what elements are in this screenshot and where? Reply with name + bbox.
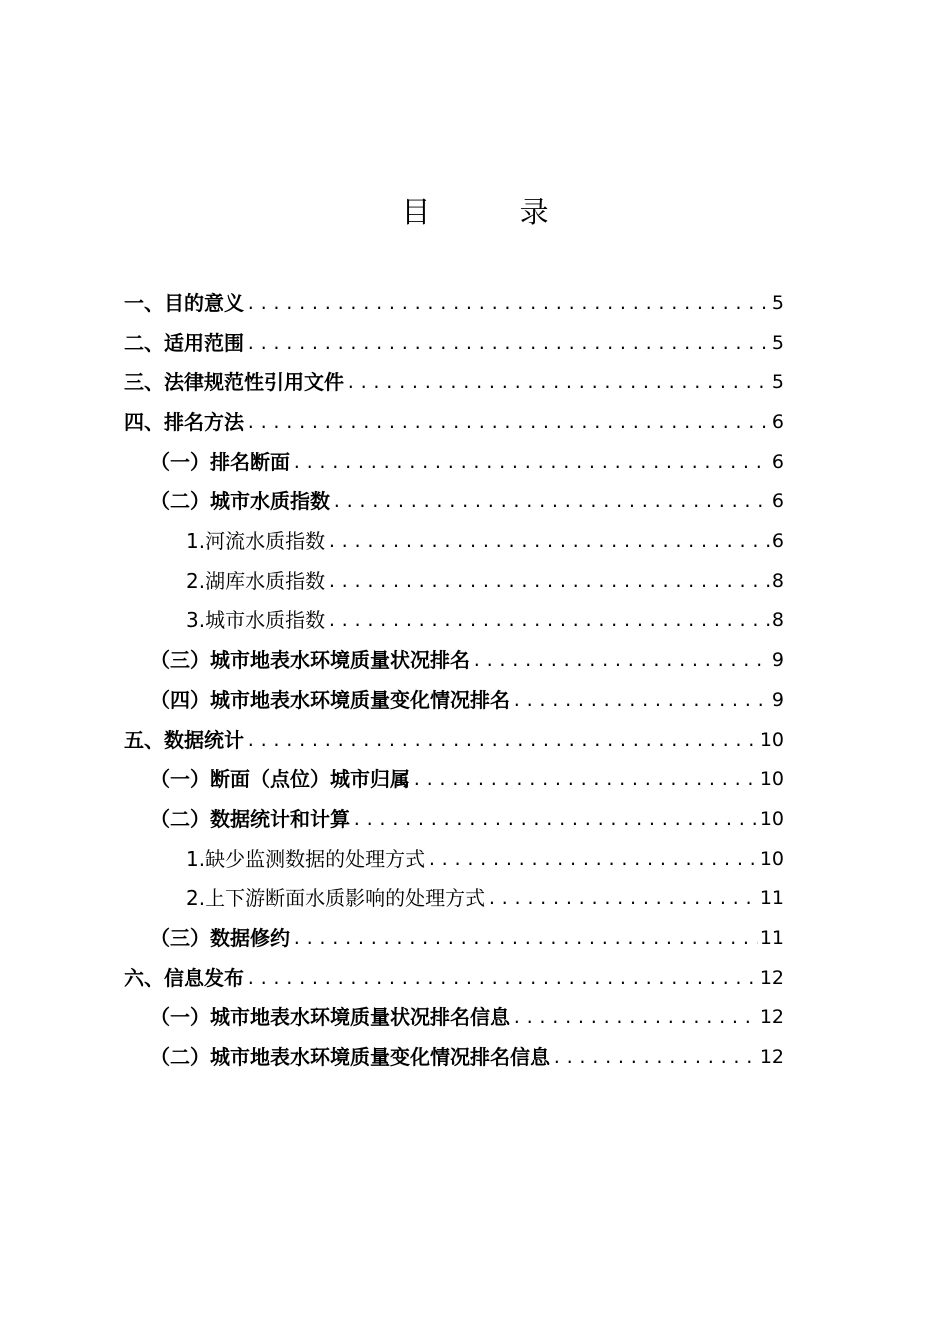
toc-entry[interactable] [124, 760, 784, 800]
toc-leader-dots [327, 601, 770, 641]
toc-leader-dots [472, 641, 770, 681]
toc-entry-page: 11 [759, 926, 784, 949]
toc-entry-page: 5 [771, 371, 784, 394]
toc-entry[interactable] [124, 522, 784, 562]
toc-entry-label: 1.缺少监测数据的处理方式 [186, 846, 426, 871]
toc-entry-label: 六、信息发布 [124, 965, 244, 990]
toc-entry[interactable] [124, 919, 784, 959]
toc-entry-page: 8 [771, 609, 784, 632]
toc-entry[interactable] [124, 602, 784, 642]
toc-entry[interactable] [124, 403, 784, 443]
toc-entry-page: 11 [759, 887, 784, 910]
toc-entry-page: 12 [759, 1006, 784, 1029]
toc-entry-page: 5 [771, 291, 784, 314]
toc-entry[interactable] [124, 879, 784, 919]
toc-entry[interactable] [124, 324, 784, 364]
toc-entry[interactable] [124, 800, 784, 840]
toc-entry-label: （三）数据修约 [150, 925, 290, 950]
toc-entry[interactable] [124, 959, 784, 999]
toc-entry-page: 10 [759, 728, 784, 751]
toc-entry[interactable] [124, 681, 784, 721]
toc-entry-page: 9 [771, 688, 784, 711]
toc-entry-label: （二）城市地表水环境质量变化情况排名信息 [150, 1045, 550, 1070]
toc-entry-label: 三、法律规范性引用文件 [124, 370, 344, 395]
toc-leader-dots [246, 284, 770, 324]
toc-entry-page: 8 [771, 569, 784, 592]
toc-entry-label: 二、适用范围 [124, 330, 244, 355]
toc-entry[interactable] [124, 482, 784, 522]
toc-entry[interactable] [124, 562, 784, 602]
toc-leader-dots [512, 681, 770, 721]
toc-entry-page: 9 [771, 649, 784, 672]
toc-list [124, 284, 784, 1078]
toc-entry[interactable] [124, 284, 784, 324]
toc-entry-page: 6 [771, 411, 784, 434]
toc-title: 目 录 [401, 195, 589, 229]
toc-entry-page: 12 [759, 966, 784, 989]
toc-entry-page: 10 [759, 768, 784, 791]
toc-entry-label: 1.河流水质指数 [186, 529, 326, 554]
toc-entry[interactable] [124, 1038, 784, 1078]
toc-entry-page: 10 [759, 807, 784, 830]
toc-leader-dots [246, 959, 758, 999]
toc-entry-page: 6 [771, 450, 784, 473]
toc-leader-dots [512, 998, 758, 1038]
toc-entry-label: 2.湖库水质指数 [186, 568, 326, 593]
toc-entry-label: （一）断面（点位）城市归属 [150, 767, 410, 792]
toc-leader-dots [427, 840, 758, 880]
toc-entry-label: 四、排名方法 [124, 410, 244, 435]
toc-entry-page: 10 [759, 847, 784, 870]
toc-entry-page: 12 [759, 1046, 784, 1069]
toc-entry[interactable] [124, 721, 784, 761]
toc-entry-label: （二）城市水质指数 [150, 489, 330, 514]
toc-leader-dots [412, 760, 758, 800]
toc-entry-page: 5 [771, 331, 784, 354]
toc-entry-label: （一）城市地表水环境质量状况排名信息 [150, 1005, 510, 1030]
toc-entry-page: 6 [771, 530, 784, 553]
toc-leader-dots [327, 522, 770, 562]
toc-entry[interactable] [124, 363, 784, 403]
toc-entry-label: （四）城市地表水环境质量变化情况排名 [150, 687, 510, 712]
toc-leader-dots [552, 1038, 758, 1078]
toc-entry-label: 3.城市水质指数 [186, 608, 326, 633]
toc-entry[interactable] [124, 998, 784, 1038]
toc-entry-label: （一）排名断面 [150, 449, 290, 474]
toc-leader-dots [327, 562, 770, 602]
toc-entry-label: （三）城市地表水环境质量状况排名 [150, 648, 470, 673]
toc-leader-dots [246, 403, 770, 443]
toc-leader-dots [246, 324, 770, 364]
toc-entry[interactable] [124, 840, 784, 880]
toc-entry-page: 6 [771, 490, 784, 513]
toc-entry-label: 五、数据统计 [124, 727, 244, 752]
toc-leader-dots [292, 919, 758, 959]
toc-leader-dots [346, 363, 770, 403]
toc-entry[interactable] [124, 641, 784, 681]
toc-leader-dots [352, 800, 758, 840]
toc-entry-label: 一、目的意义 [124, 290, 244, 315]
toc-entry[interactable] [124, 443, 784, 483]
toc-entry-label: （二）数据统计和计算 [150, 806, 350, 831]
toc-leader-dots [487, 879, 758, 919]
toc-leader-dots [332, 482, 770, 522]
toc-leader-dots [246, 721, 758, 761]
toc-entry-label: 2.上下游断面水质影响的处理方式 [186, 886, 486, 911]
toc-leader-dots [292, 443, 770, 483]
